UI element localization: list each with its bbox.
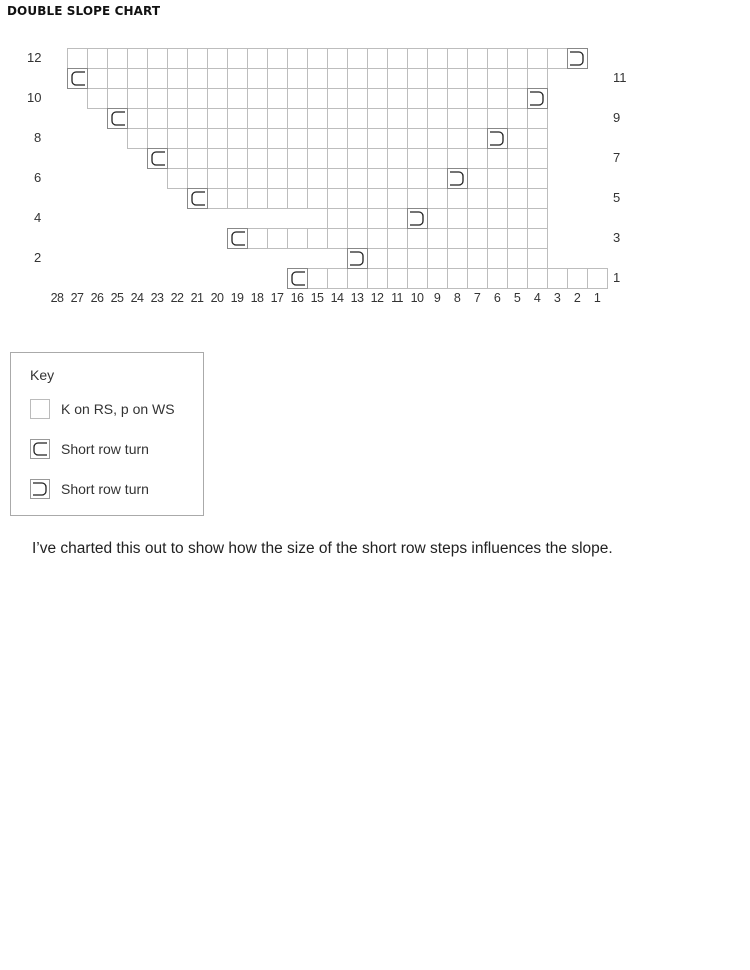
chart-square-r9-s16 (288, 109, 308, 129)
chart-square-r3-s6 (488, 229, 508, 249)
chart-square-r11-s26 (88, 69, 108, 89)
chart-square-r8-s16 (288, 129, 308, 149)
chart-square-r12-s18 (248, 49, 268, 69)
row-label-right-5: 5 (613, 190, 621, 205)
stitch-label-9: 9 (433, 291, 441, 305)
chart-square-r12-s20 (208, 49, 228, 69)
chart-square-r7-s7 (468, 149, 488, 169)
chart-square-r1-s12 (368, 269, 388, 289)
chart-square-r10-s8 (448, 89, 468, 109)
chart-square-r4-s8 (448, 209, 468, 229)
chart-square-r5-s6 (488, 189, 508, 209)
chart-square-r1-s13 (348, 269, 368, 289)
chart-square-r8-s9 (428, 129, 448, 149)
short-row-turn-left-icon (108, 109, 128, 129)
chart-square-r7-s17 (268, 149, 288, 169)
chart-square-r8-s22 (168, 129, 188, 149)
chart-square-r1-s9 (428, 269, 448, 289)
chart-square-r7-s10 (408, 149, 428, 169)
chart-square-r7-s11 (388, 149, 408, 169)
chart-square-r10-s19 (228, 89, 248, 109)
chart-square-r7-s5 (508, 149, 528, 169)
chart-square-r7-s8 (448, 149, 468, 169)
chart-square-r8-s19 (228, 129, 248, 149)
chart-square-r1-s2 (568, 269, 588, 289)
chart-square-r7-s12 (368, 149, 388, 169)
chart-square-r2-s4 (528, 249, 548, 269)
chart-square-r11-s23 (148, 69, 168, 89)
row-label-right-3: 3 (613, 230, 621, 245)
chart-square-r12-s10 (408, 49, 428, 69)
chart-square-r7-s19 (228, 149, 248, 169)
chart-square-r11-s8 (448, 69, 468, 89)
chart-square-r6-s11 (388, 169, 408, 189)
chart-square-r5-s11 (388, 189, 408, 209)
chart-square-r11-s4 (528, 69, 548, 89)
chart-square-r5-s17 (268, 189, 288, 209)
chart-square-r1-s8 (448, 269, 468, 289)
chart-square-r6-s19 (228, 169, 248, 189)
chart-square-r1-s3 (548, 269, 568, 289)
chart-square-r10-s16 (288, 89, 308, 109)
key-label-knit: K on RS, p on WS (61, 401, 175, 417)
stitch-label-13: 13 (350, 291, 364, 305)
chart-square-r3-s15 (308, 229, 328, 249)
stitch-label-16: 16 (290, 291, 304, 305)
short-row-turn-left-icon (148, 149, 168, 169)
stitch-label-24: 24 (130, 291, 144, 305)
stitch-label-28: 28 (50, 291, 64, 305)
chart-square-r9-s21 (188, 109, 208, 129)
chart-square-r10-s7 (468, 89, 488, 109)
row-label-left-10: 10 (27, 90, 42, 105)
key-title: Key (30, 367, 55, 383)
short-row-turn-left-icon (288, 269, 308, 289)
chart-square-r3-s13 (348, 229, 368, 249)
chart-square-r1-s4 (528, 269, 548, 289)
chart-square-r12-s5 (508, 49, 528, 69)
chart-square-r10-s17 (268, 89, 288, 109)
stitch-label-26: 26 (90, 291, 104, 305)
chart-square-r11-s13 (348, 69, 368, 89)
stitch-label-18: 18 (250, 291, 264, 305)
chart-square-r9-s17 (268, 109, 288, 129)
chart-square-r11-s5 (508, 69, 528, 89)
chart-square-r12-s24 (128, 49, 148, 69)
chart-square-r2-s7 (468, 249, 488, 269)
chart-square-r10-s13 (348, 89, 368, 109)
chart-square-r8-s8 (448, 129, 468, 149)
chart-square-r7-s13 (348, 149, 368, 169)
chart-square-r6-s13 (348, 169, 368, 189)
chart-square-r10-s20 (208, 89, 228, 109)
chart-square-r8-s20 (208, 129, 228, 149)
chart-square-r1-s15 (308, 269, 328, 289)
chart-square-r8-s5 (508, 129, 528, 149)
chart-square-r2-s12 (368, 249, 388, 269)
chart-square-r9-s10 (408, 109, 428, 129)
short-row-turn-right-icon (348, 249, 368, 269)
chart-square-r10-s14 (328, 89, 348, 109)
stitch-label-7: 7 (473, 291, 481, 305)
chart-square-r3-s10 (408, 229, 428, 249)
chart-square-r4-s14 (328, 209, 348, 229)
chart-square-r12-s13 (348, 49, 368, 69)
chart-square-r9-s18 (248, 109, 268, 129)
chart-square-r3-s18 (248, 229, 268, 249)
short-row-turn-left-icon (228, 229, 248, 249)
chart-square-r7-s9 (428, 149, 448, 169)
chart-square-r8-s10 (408, 129, 428, 149)
chart-square-r12-s27 (68, 49, 88, 69)
chart-square-r7-s21 (188, 149, 208, 169)
chart-square-r6-s9 (428, 169, 448, 189)
chart-square-r10-s10 (408, 89, 428, 109)
chart-square-r10-s15 (308, 89, 328, 109)
chart-square-r3-s11 (388, 229, 408, 249)
chart-square-r5-s8 (448, 189, 468, 209)
stitch-label-2: 2 (573, 291, 581, 305)
chart-square-r11-s6 (488, 69, 508, 89)
chart-square-r3-s17 (268, 229, 288, 249)
chart-title: DOUBLE SLOPE CHART (7, 4, 161, 18)
row-label-right-11: 11 (613, 70, 627, 85)
chart-square-r4-s9 (428, 209, 448, 229)
chart-square-r3-s5 (508, 229, 528, 249)
chart-square-r2-s6 (488, 249, 508, 269)
chart-square-r12-s21 (188, 49, 208, 69)
chart-square-r3-s4 (528, 229, 548, 249)
chart-square-r11-s15 (308, 69, 328, 89)
chart-square-r9-s11 (388, 109, 408, 129)
chart-square-r8-s14 (328, 129, 348, 149)
chart-square-r12-s8 (448, 49, 468, 69)
chart-square-r6-s14 (328, 169, 348, 189)
chart-square-r11-s9 (428, 69, 448, 89)
chart-square-r1-s6 (488, 269, 508, 289)
chart-square-r4-s13 (348, 209, 368, 229)
chart-square-r7-s14 (328, 149, 348, 169)
chart-square-r10-s18 (248, 89, 268, 109)
chart-square-r2-s8 (448, 249, 468, 269)
chart-square-r11-s21 (188, 69, 208, 89)
chart-square-r12-s22 (168, 49, 188, 69)
chart-square-r9-s19 (228, 109, 248, 129)
chart-square-r6-s16 (288, 169, 308, 189)
chart-square-r3-s7 (468, 229, 488, 249)
chart-square-r9-s9 (428, 109, 448, 129)
chart-square-r11-s7 (468, 69, 488, 89)
chart-square-r7-s4 (528, 149, 548, 169)
chart-square-r12-s6 (488, 49, 508, 69)
chart-square-r5-s5 (508, 189, 528, 209)
key-item-turn-right (30, 478, 149, 500)
stitch-label-14: 14 (330, 291, 344, 305)
short-row-turn-left-icon (68, 69, 88, 89)
chart-square-r6-s7 (468, 169, 488, 189)
chart-square-r5-s19 (228, 189, 248, 209)
chart-square-r11-s18 (248, 69, 268, 89)
chart-square-r8-s13 (348, 129, 368, 149)
chart-square-r8-s4 (528, 129, 548, 149)
stitch-label-21: 21 (190, 291, 204, 305)
row-label-left-4: 4 (34, 210, 42, 225)
chart-square-r5-s18 (248, 189, 268, 209)
chart-square-r9-s8 (448, 109, 468, 129)
chart-square-r6-s12 (368, 169, 388, 189)
short-row-turn-left-icon (30, 439, 50, 459)
chart-square-r8-s17 (268, 129, 288, 149)
stitch-label-12: 12 (370, 291, 384, 305)
chart-square-r7-s22 (168, 149, 188, 169)
chart-square-r4-s5 (508, 209, 528, 229)
chart-square-r9-s22 (168, 109, 188, 129)
chart-square-r12-s16 (288, 49, 308, 69)
chart-square-r6-s21 (188, 169, 208, 189)
chart-square-r9-s15 (308, 109, 328, 129)
chart-square-r12-s11 (388, 49, 408, 69)
chart-square-r8-s7 (468, 129, 488, 149)
stitch-label-19: 19 (230, 291, 244, 305)
chart-square-r10-s22 (168, 89, 188, 109)
chart-square-r8-s21 (188, 129, 208, 149)
chart-square-r1-s14 (328, 269, 348, 289)
chart-square-r5-s4 (528, 189, 548, 209)
chart-square-r11-s24 (128, 69, 148, 89)
chart-square-r4-s7 (468, 209, 488, 229)
chart-square-r7-s16 (288, 149, 308, 169)
chart-square-r5-s12 (368, 189, 388, 209)
chart-square-r6-s5 (508, 169, 528, 189)
chart-square-r10-s25 (108, 89, 128, 109)
stitch-label-1: 1 (593, 291, 601, 305)
chart-square-r5-s15 (308, 189, 328, 209)
chart-square-r10-s6 (488, 89, 508, 109)
chart-square-r11-s17 (268, 69, 288, 89)
chart-note: I’ve charted this out to show how the size of the short row steps influences the slope. (32, 540, 613, 557)
chart-square-r12-s19 (228, 49, 248, 69)
chart-square-r3-s16 (288, 229, 308, 249)
chart-square-r9-s6 (488, 109, 508, 129)
short-row-turn-right-icon (568, 49, 588, 69)
chart-square-r10-s21 (188, 89, 208, 109)
chart-square-r6-s6 (488, 169, 508, 189)
stitch-label-23: 23 (150, 291, 164, 305)
chart-square-r12-s7 (468, 49, 488, 69)
short-row-turn-right-icon (448, 169, 468, 189)
chart-square-r5-s9 (428, 189, 448, 209)
chart-square-r4-s4 (528, 209, 548, 229)
chart-square-r11-s22 (168, 69, 188, 89)
chart-square-r8-s24 (128, 129, 148, 149)
row-label-left-2: 2 (34, 250, 42, 265)
chart-square-r12-s23 (148, 49, 168, 69)
chart-square-r5-s10 (408, 189, 428, 209)
chart-square-r12-s3 (548, 49, 568, 69)
chart-square-r11-s20 (208, 69, 228, 89)
stitch-label-20: 20 (210, 291, 224, 305)
chart-square-r11-s19 (228, 69, 248, 89)
chart-square-r12-s9 (428, 49, 448, 69)
short-row-turn-right-icon (30, 479, 50, 499)
chart-square-r10-s23 (148, 89, 168, 109)
stitch-label-5: 5 (513, 291, 521, 305)
chart-square-r12-s4 (528, 49, 548, 69)
key-item-turn-left (30, 438, 149, 460)
plain-square-icon (30, 399, 50, 419)
chart-square-r10-s11 (388, 89, 408, 109)
chart-square-r1-s1 (588, 269, 608, 289)
key-item-knit (30, 398, 175, 420)
stitch-label-11: 11 (391, 291, 403, 305)
chart-square-r11-s11 (388, 69, 408, 89)
chart-square-r7-s6 (488, 149, 508, 169)
chart-square-r10-s26 (88, 89, 108, 109)
chart-square-r6-s20 (208, 169, 228, 189)
chart-square-r7-s20 (208, 149, 228, 169)
stitch-label-4: 4 (533, 291, 541, 305)
row-label-left-8: 8 (34, 130, 42, 145)
row-label-right-7: 7 (613, 150, 621, 165)
chart-square-r11-s10 (408, 69, 428, 89)
chart-square-r9-s5 (508, 109, 528, 129)
chart-square-r2-s9 (428, 249, 448, 269)
chart-square-r9-s13 (348, 109, 368, 129)
chart-square-r8-s11 (388, 129, 408, 149)
chart-square-r2-s10 (408, 249, 428, 269)
chart-square-r9-s14 (328, 109, 348, 129)
knitting-chart (0, 0, 750, 320)
chart-key (10, 352, 204, 516)
short-row-turn-right-icon (408, 209, 428, 229)
short-row-turn-right-icon (528, 89, 548, 109)
chart-square-r9-s7 (468, 109, 488, 129)
row-label-left-6: 6 (34, 170, 42, 185)
stitch-label-3: 3 (553, 291, 561, 305)
chart-square-r7-s15 (308, 149, 328, 169)
key-label-turn-left: Short row turn (61, 441, 149, 457)
chart-square-r4-s6 (488, 209, 508, 229)
chart-square-r3-s12 (368, 229, 388, 249)
chart-square-r1-s10 (408, 269, 428, 289)
chart-square-r5-s7 (468, 189, 488, 209)
chart-square-r11-s16 (288, 69, 308, 89)
chart-square-r2-s5 (508, 249, 528, 269)
chart-square-r6-s4 (528, 169, 548, 189)
chart-square-r6-s15 (308, 169, 328, 189)
chart-square-r5-s13 (348, 189, 368, 209)
stitch-label-22: 22 (170, 291, 184, 305)
chart-square-r4-s12 (368, 209, 388, 229)
chart-square-r9-s4 (528, 109, 548, 129)
row-label-right-1: 1 (613, 270, 621, 285)
chart-square-r12-s25 (108, 49, 128, 69)
chart-square-r11-s14 (328, 69, 348, 89)
stitch-label-27: 27 (70, 291, 84, 305)
stitch-label-10: 10 (410, 291, 424, 305)
chart-square-r5-s20 (208, 189, 228, 209)
chart-square-r12-s14 (328, 49, 348, 69)
chart-square-r12-s15 (308, 49, 328, 69)
row-label-left-12: 12 (27, 50, 42, 65)
chart-square-r10-s12 (368, 89, 388, 109)
chart-square-r12-s12 (368, 49, 388, 69)
chart-square-r6-s10 (408, 169, 428, 189)
row-label-right-9: 9 (613, 110, 621, 125)
chart-square-r4-s11 (388, 209, 408, 229)
chart-square-r9-s20 (208, 109, 228, 129)
chart-square-r3-s14 (328, 229, 348, 249)
stitch-label-6: 6 (493, 291, 501, 305)
short-row-turn-right-icon (488, 129, 508, 149)
chart-square-r8-s23 (148, 129, 168, 149)
chart-square-r9-s23 (148, 109, 168, 129)
key-label-turn-right: Short row turn (61, 481, 149, 497)
chart-square-r5-s14 (328, 189, 348, 209)
chart-square-r3-s9 (428, 229, 448, 249)
chart-square-r2-s11 (388, 249, 408, 269)
chart-square-r10-s5 (508, 89, 528, 109)
chart-square-r8-s18 (248, 129, 268, 149)
chart-square-r5-s16 (288, 189, 308, 209)
stitch-label-17: 17 (270, 291, 284, 305)
chart-square-r6-s18 (248, 169, 268, 189)
chart-square-r12-s17 (268, 49, 288, 69)
chart-square-r11-s25 (108, 69, 128, 89)
chart-square-r11-s12 (368, 69, 388, 89)
chart-square-r10-s24 (128, 89, 148, 109)
chart-square-r1-s11 (388, 269, 408, 289)
chart-square-r1-s5 (508, 269, 528, 289)
chart-square-r6-s17 (268, 169, 288, 189)
stitch-label-25: 25 (110, 291, 124, 305)
chart-square-r8-s15 (308, 129, 328, 149)
chart-square-r1-s7 (468, 269, 488, 289)
chart-square-r12-s26 (88, 49, 108, 69)
chart-square-r6-s22 (168, 169, 188, 189)
stitch-label-15: 15 (310, 291, 324, 305)
chart-square-r3-s8 (448, 229, 468, 249)
stitch-label-8: 8 (453, 291, 461, 305)
chart-square-r9-s24 (128, 109, 148, 129)
chart-square-r10-s9 (428, 89, 448, 109)
chart-square-r7-s18 (248, 149, 268, 169)
chart-square-r8-s12 (368, 129, 388, 149)
short-row-turn-left-icon (188, 189, 208, 209)
chart-square-r9-s12 (368, 109, 388, 129)
